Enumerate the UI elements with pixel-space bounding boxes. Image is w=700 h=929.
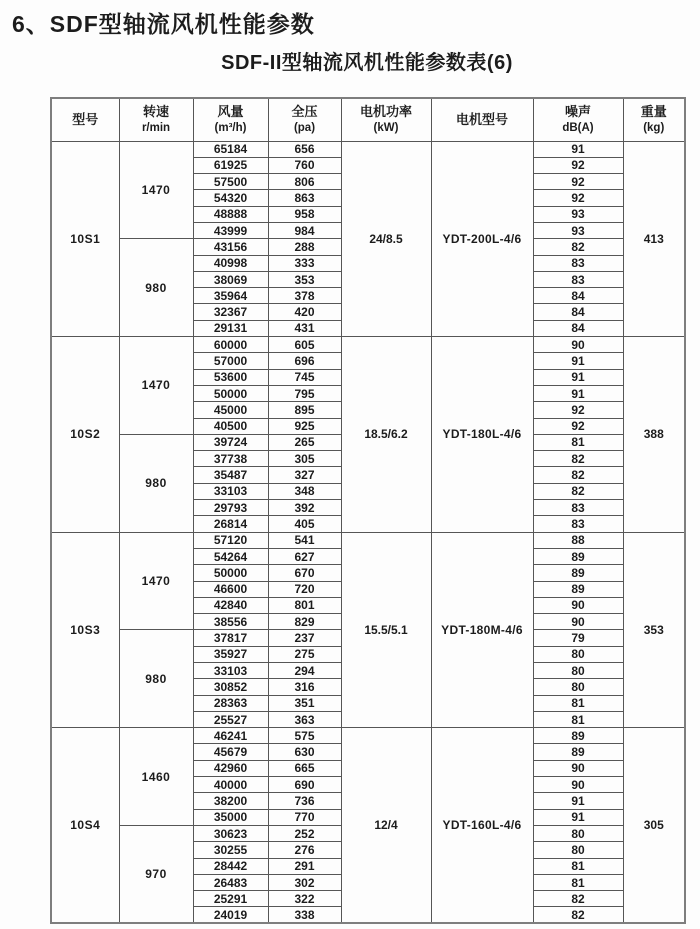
pressure-cell: 630 [268,744,341,760]
pressure-cell: 288 [268,239,341,255]
col-header-speed: 转速 r/min [119,98,193,141]
pressure-cell: 348 [268,483,341,499]
noise-cell: 90 [533,337,623,353]
airflow-cell: 54320 [193,190,268,206]
col-header-weight: 重量 (kg) [623,98,685,141]
noise-cell: 82 [533,891,623,907]
col-header-noise: 噪声 dB(A) [533,98,623,141]
col-header-motor-power: 电机功率 (kW) [341,98,431,141]
airflow-cell: 57500 [193,174,268,190]
noise-cell: 81 [533,695,623,711]
airflow-cell: 61925 [193,157,268,173]
airflow-cell: 40998 [193,255,268,271]
noise-cell: 92 [533,402,623,418]
pressure-cell: 265 [268,434,341,450]
motor-power-cell: 12/4 [341,728,431,924]
col-header-pressure: 全压 (pa) [268,98,341,141]
airflow-cell: 53600 [193,369,268,385]
airflow-cell: 54264 [193,548,268,564]
pressure-cell: 541 [268,532,341,548]
pressure-cell: 806 [268,174,341,190]
airflow-cell: 35927 [193,646,268,662]
pressure-cell: 829 [268,614,341,630]
pressure-cell: 720 [268,581,341,597]
noise-cell: 80 [533,679,623,695]
noise-cell: 92 [533,157,623,173]
pressure-cell: 665 [268,760,341,776]
model-cell: 10S2 [51,337,119,533]
noise-cell: 82 [533,467,623,483]
airflow-cell: 25291 [193,891,268,907]
noise-cell: 90 [533,597,623,613]
noise-cell: 81 [533,858,623,874]
airflow-cell: 28363 [193,695,268,711]
pressure-cell: 327 [268,467,341,483]
pressure-cell: 420 [268,304,341,320]
pressure-cell: 736 [268,793,341,809]
airflow-cell: 30852 [193,679,268,695]
noise-cell: 89 [533,744,623,760]
pressure-cell: 575 [268,728,341,744]
airflow-cell: 32367 [193,304,268,320]
noise-cell: 80 [533,842,623,858]
pressure-cell: 363 [268,711,341,727]
pressure-cell: 958 [268,206,341,222]
noise-cell: 83 [533,500,623,516]
pressure-cell: 392 [268,500,341,516]
airflow-cell: 29793 [193,500,268,516]
airflow-cell: 35487 [193,467,268,483]
noise-cell: 81 [533,434,623,450]
airflow-cell: 29131 [193,320,268,336]
pressure-cell: 696 [268,353,341,369]
airflow-cell: 37738 [193,451,268,467]
speed-cell: 980 [119,434,193,532]
airflow-cell: 30255 [193,842,268,858]
noise-cell: 91 [533,369,623,385]
pressure-cell: 302 [268,874,341,890]
pressure-cell: 333 [268,255,341,271]
airflow-cell: 46241 [193,728,268,744]
airflow-cell: 33103 [193,483,268,499]
airflow-cell: 45000 [193,402,268,418]
speed-cell: 980 [119,630,193,728]
noise-cell: 89 [533,548,623,564]
motor-model-cell: YDT-200L-4/6 [431,141,533,337]
noise-cell: 82 [533,451,623,467]
speed-cell: 1460 [119,728,193,826]
airflow-cell: 40000 [193,777,268,793]
airflow-cell: 60000 [193,337,268,353]
airflow-cell: 39724 [193,434,268,450]
speed-cell: 1470 [119,337,193,435]
pressure-cell: 627 [268,548,341,564]
pressure-cell: 237 [268,630,341,646]
speed-cell: 1470 [119,532,193,630]
noise-cell: 90 [533,614,623,630]
noise-cell: 89 [533,728,623,744]
pressure-cell: 322 [268,891,341,907]
pressure-cell: 690 [268,777,341,793]
pressure-cell: 316 [268,679,341,695]
noise-cell: 92 [533,190,623,206]
pressure-cell: 378 [268,288,341,304]
noise-cell: 90 [533,777,623,793]
table-subtitle: SDF-II型轴流风机性能参数表(6) [221,52,513,74]
weight-cell: 388 [623,337,685,533]
pressure-cell: 795 [268,385,341,401]
pressure-cell: 405 [268,516,341,532]
col-header-motor-model: 电机型号 [431,98,533,141]
noise-cell: 89 [533,565,623,581]
airflow-cell: 37817 [193,630,268,646]
noise-cell: 81 [533,711,623,727]
page-title: 6、SDF型轴流风机性能参数 [12,11,315,37]
table-row [51,728,685,744]
noise-cell: 92 [533,418,623,434]
noise-cell: 82 [533,239,623,255]
model-cell: 10S3 [51,532,119,728]
airflow-cell: 42960 [193,760,268,776]
noise-cell: 80 [533,825,623,841]
airflow-cell: 40500 [193,418,268,434]
noise-cell: 82 [533,907,623,923]
weight-cell: 413 [623,141,685,337]
speed-cell: 1470 [119,141,193,239]
fan-spec-table [50,97,686,924]
airflow-cell: 26483 [193,874,268,890]
noise-cell: 93 [533,206,623,222]
airflow-cell: 38556 [193,614,268,630]
motor-power-cell: 15.5/5.1 [341,532,431,728]
noise-cell: 81 [533,874,623,890]
airflow-cell: 43999 [193,222,268,238]
airflow-cell: 26814 [193,516,268,532]
noise-cell: 92 [533,174,623,190]
noise-cell: 80 [533,646,623,662]
pressure-cell: 670 [268,565,341,581]
weight-cell: 305 [623,728,685,924]
airflow-cell: 50000 [193,565,268,581]
model-cell: 10S4 [51,728,119,924]
airflow-cell: 30623 [193,825,268,841]
spec-table-body [51,141,685,923]
airflow-cell: 24019 [193,907,268,923]
noise-cell: 91 [533,385,623,401]
noise-cell: 82 [533,483,623,499]
pressure-cell: 760 [268,157,341,173]
airflow-cell: 28442 [193,858,268,874]
pressure-cell: 351 [268,695,341,711]
pressure-cell: 984 [268,222,341,238]
motor-model-cell: YDT-180L-4/6 [431,337,533,533]
airflow-cell: 50000 [193,385,268,401]
table-row [51,532,685,548]
airflow-cell: 46600 [193,581,268,597]
noise-cell: 83 [533,516,623,532]
pressure-cell: 305 [268,451,341,467]
model-cell: 10S1 [51,141,119,337]
pressure-cell: 770 [268,809,341,825]
pressure-cell: 863 [268,190,341,206]
pressure-cell: 745 [268,369,341,385]
airflow-cell: 45679 [193,744,268,760]
noise-cell: 89 [533,581,623,597]
airflow-cell: 35000 [193,809,268,825]
pressure-cell: 925 [268,418,341,434]
pressure-cell: 353 [268,271,341,287]
airflow-cell: 65184 [193,141,268,157]
pressure-cell: 291 [268,858,341,874]
noise-cell: 84 [533,320,623,336]
motor-power-cell: 24/8.5 [341,141,431,337]
motor-model-cell: YDT-180M-4/6 [431,532,533,728]
pressure-cell: 275 [268,646,341,662]
weight-cell: 353 [623,532,685,728]
airflow-cell: 57000 [193,353,268,369]
noise-cell: 80 [533,663,623,679]
noise-cell: 84 [533,304,623,320]
table-row [51,141,685,157]
noise-cell: 79 [533,630,623,646]
noise-cell: 88 [533,532,623,548]
noise-cell: 91 [533,793,623,809]
noise-cell: 83 [533,255,623,271]
pressure-cell: 895 [268,402,341,418]
col-header-model: 型号 [51,98,119,141]
pressure-cell: 338 [268,907,341,923]
pressure-cell: 294 [268,663,341,679]
noise-cell: 91 [533,141,623,157]
pressure-cell: 252 [268,825,341,841]
pressure-cell: 605 [268,337,341,353]
airflow-cell: 38200 [193,793,268,809]
airflow-cell: 57120 [193,532,268,548]
col-header-airflow: 风量 (m³/h) [193,98,268,141]
noise-cell: 91 [533,809,623,825]
noise-cell: 83 [533,271,623,287]
pressure-cell: 801 [268,597,341,613]
speed-cell: 980 [119,239,193,337]
airflow-cell: 43156 [193,239,268,255]
table-row [51,337,685,353]
noise-cell: 90 [533,760,623,776]
noise-cell: 93 [533,222,623,238]
pressure-cell: 276 [268,842,341,858]
airflow-cell: 48888 [193,206,268,222]
noise-cell: 91 [533,353,623,369]
airflow-cell: 38069 [193,271,268,287]
airflow-cell: 42840 [193,597,268,613]
airflow-cell: 25527 [193,711,268,727]
motor-power-cell: 18.5/6.2 [341,337,431,533]
speed-cell: 970 [119,825,193,923]
noise-cell: 84 [533,288,623,304]
pressure-cell: 656 [268,141,341,157]
airflow-cell: 33103 [193,663,268,679]
airflow-cell: 35964 [193,288,268,304]
header-row [51,98,685,141]
motor-model-cell: YDT-160L-4/6 [431,728,533,924]
pressure-cell: 431 [268,320,341,336]
